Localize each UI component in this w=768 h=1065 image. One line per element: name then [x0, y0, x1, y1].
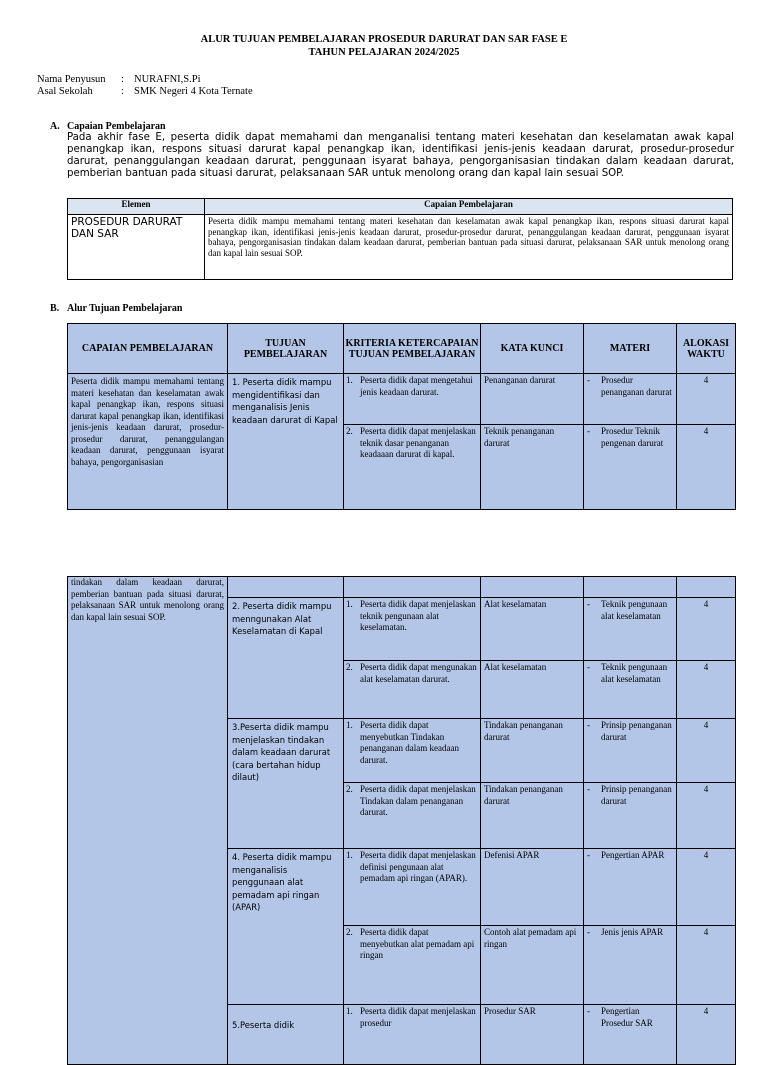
- capaian-table-row: [68, 215, 733, 280]
- kriteria-number: 2.: [346, 927, 353, 937]
- alokasi-cell: 4: [677, 926, 736, 1005]
- kriteria-cell: [344, 1005, 481, 1065]
- penyusun-value: NURAFNI,S.Pi: [134, 74, 201, 85]
- alokasi-cell: 4: [677, 661, 736, 719]
- materi-text: Prosedur Teknik pengenan darurat: [601, 426, 664, 448]
- kriteria-text: Peserta didik dapat mengunakan alat keselamatan darurat.: [360, 662, 477, 684]
- materi-cell: [584, 374, 677, 425]
- kriteria-cell: [344, 783, 481, 849]
- kriteria-text: Peserta didik dapat menjelaskan teknik pengunaan alat keselamatan.: [360, 599, 476, 632]
- materi-cell: [584, 783, 677, 849]
- kriteria-text: Peserta didik dapat menjelaskan Tindakan dalam penanganan darurat.: [360, 784, 476, 817]
- alokasi-cell: 4: [677, 374, 736, 425]
- tujuan-cell: 4. Peserta didik mampu menganalisis penggunaan alat pemadam api ringan (APAR): [228, 849, 344, 1005]
- empty-cell: [228, 577, 344, 598]
- header-kriteria: KRITERIA KETERCAPAIAN TUJUAN PEMBELAJARAN: [344, 324, 481, 374]
- kriteria-text: Peserta didik dapat mengetahui jenis keadaan darurat.: [360, 375, 473, 397]
- materi-dash: -: [587, 1006, 590, 1016]
- header-alokasi: ALOKASI WAKTU: [677, 324, 736, 374]
- elemen-cell: PROSEDUR DARURAT DAN SAR: [68, 215, 205, 280]
- materi-cell: [584, 1005, 677, 1065]
- header-capaian: CAPAIAN PEMBELAJARAN: [68, 324, 228, 374]
- kriteria-number: 2.: [346, 662, 353, 672]
- title-line-2: TAHUN PELAJARAN 2024/2025: [308, 47, 460, 58]
- kriteria-number: 1.: [346, 850, 353, 860]
- kriteria-number: 1.: [346, 599, 353, 609]
- materi-dash: -: [587, 375, 590, 385]
- kriteria-number: 1.: [346, 720, 353, 730]
- empty-cell: [481, 577, 584, 598]
- materi-text: Teknik pengunaan alat keselamatan: [601, 599, 668, 621]
- kata-kunci-cell: Penanganan darurat: [481, 374, 584, 425]
- kata-kunci-cell: Defenisi APAR: [481, 849, 584, 926]
- kriteria-text: Peserta didik dapat menyebutkan Tindakan penanganan dalam keadaan darurat.: [360, 720, 459, 765]
- materi-cell: [584, 661, 677, 719]
- alokasi-cell: 4: [677, 849, 736, 926]
- kriteria-cell: [344, 425, 481, 510]
- tujuan-cell: 1. Peserta didik mampu mengidentifikasi dan menganalisis Jenis keadaan darurat di Kapal: [228, 374, 344, 510]
- materi-text: Prinsip penanganan darurat: [601, 784, 672, 806]
- empty-cell: [584, 577, 677, 598]
- capaian-table: [67, 198, 733, 280]
- section-a-heading: Capaian Pembelajaran: [67, 121, 166, 132]
- alokasi-cell: 4: [677, 598, 736, 661]
- tujuan-cell: 2. Peserta didik mampu menngunakan Alat Keselamatan di Kapal: [228, 598, 344, 719]
- table-row: [68, 577, 736, 598]
- empty-cell: [677, 577, 736, 598]
- materi-dash: -: [587, 426, 590, 436]
- materi-text: Teknik pengunaan alat keselamatan: [601, 662, 668, 684]
- alokasi-cell: 4: [677, 425, 736, 510]
- kriteria-text: Peserta didik dapat menjelaskan definisi pengunaan alat pemadam api ringan (APAR).: [360, 850, 476, 883]
- kriteria-cell: [344, 598, 481, 661]
- col-capaian: Capaian Pembelajaran: [205, 199, 733, 215]
- materi-text: Pengertian Prosedur SAR: [601, 1006, 653, 1028]
- meta-sekolah: [37, 86, 253, 98]
- sekolah-sep: :: [121, 86, 124, 97]
- alokasi-cell: 4: [677, 719, 736, 783]
- section-a-marker: A.: [50, 121, 60, 132]
- materi-dash: -: [587, 599, 590, 609]
- materi-cell: [584, 425, 677, 510]
- materi-text: Pengertian APAR: [601, 850, 665, 860]
- materi-cell: [584, 719, 677, 783]
- penyusun-sep: :: [121, 74, 124, 85]
- kriteria-number: 2.: [346, 784, 353, 794]
- tujuan-cell: 5.Peserta didik: [228, 1005, 344, 1065]
- meta-penyusun: [37, 74, 201, 86]
- header-materi: MATERI: [584, 324, 677, 374]
- alokasi-cell: 4: [677, 1005, 736, 1065]
- kata-kunci-cell: Tindakan penanganan darurat: [481, 719, 584, 783]
- sekolah-value: SMK Negeri 4 Kota Ternate: [134, 86, 253, 97]
- materi-cell: [584, 598, 677, 661]
- capaian-cell: Peserta didik mampu memahami tentang materi kesehatan dan keselamatan awak kapal penangkap ikan, respons situasi darurat kapal penangkap ikan, identifikasi jenis-jenis keadaan darurat, prosedur-prosedur darurat, penanggulangan keadaan darurat, penggunaan isyarat bahaya, pengorganisasian tindakan dalam keadaan darurat, pemberian bantuan pada situasi darurat, pelaksanaan SAR untuk menolong orang dan kapal lain sesuai SOP.: [205, 215, 733, 280]
- materi-text: Prosedur penanganan darurat: [601, 375, 672, 397]
- sekolah-label: Asal Sekolah: [37, 86, 93, 97]
- section-b-marker: B.: [50, 303, 60, 314]
- kriteria-cell: [344, 661, 481, 719]
- kriteria-number: 2.: [346, 426, 353, 436]
- section-a-paragraph: Pada akhir fase E, peserta didik dapat memahami dan menganalisi tentang materi kesehatan dan keselamatan awak kapal penangkap ikan, respons situasi darurat kapal penangkap ikan, identifikasi jenis-jenis keadaan darurat, prosedur-prosedur darurat, penanggulangan keadaan darurat, penggunaan isyarat bahaya, pengorganisasian tindakan dalam keadaan darurat, pemberian bantuan pada situasi darurat, pelaksanaan SAR untuk menolong orang dan kapal lain sesuai SOP.: [67, 132, 734, 179]
- kata-kunci-cell: Teknik penanganan darurat: [481, 425, 584, 510]
- alokasi-cell: 4: [677, 783, 736, 849]
- kriteria-cell: [344, 374, 481, 425]
- kata-kunci-cell: Tindakan penanganan darurat: [481, 783, 584, 849]
- atp-table-page1: [67, 323, 736, 510]
- materi-cell: [584, 849, 677, 926]
- capaian-cell: Peserta didik mampu memahami tentang materi kesehatan dan keselamatan awak kapal penangkap ikan, respons situasi darurat kapal penangkap ikan, identifikasi jenis-jenis keadaan darurat, prosedur-prosedur darurat, penanggulangan keadaan darurat, penggunaan isyarat bahaya, pengorganisasian: [68, 374, 228, 510]
- kriteria-cell: [344, 926, 481, 1005]
- col-elemen: Elemen: [68, 199, 205, 215]
- kriteria-number: 1.: [346, 1006, 353, 1016]
- section-b-heading: Alur Tujuan Pembelajaran: [67, 303, 183, 314]
- kata-kunci-cell: Contoh alat pemadam api ringan: [481, 926, 584, 1005]
- document-title: [0, 33, 768, 59]
- title-line-1: ALUR TUJUAN PEMBELAJARAN PROSEDUR DARURAT DAN SAR FASE E: [200, 34, 568, 45]
- materi-dash: -: [587, 927, 590, 937]
- table-row: [68, 374, 736, 425]
- penyusun-label: Nama Penyusun: [37, 74, 106, 85]
- materi-text: Jenis jenis APAR: [601, 927, 664, 937]
- capaian-table-header: [68, 199, 733, 215]
- materi-dash: -: [587, 850, 590, 860]
- kriteria-text: Peserta didik dapat menjelaskan prosedur: [360, 1006, 476, 1028]
- materi-text: Prinsip penanganan darurat: [601, 720, 672, 742]
- kata-kunci-cell: Prosedur SAR: [481, 1005, 584, 1065]
- materi-dash: -: [587, 784, 590, 794]
- kriteria-number: 1.: [346, 375, 353, 385]
- kriteria-cell: [344, 719, 481, 783]
- tujuan-cell: 3.Peserta didik mampu menjelaskan tindakan dalam keadaan darurat (cara bertahan hidup dilaut): [228, 719, 344, 849]
- header-tujuan: TUJUAN PEMBELAJARAN: [228, 324, 344, 374]
- kriteria-text: Peserta didik dapat menyebutkan alat pemadam api ringan: [360, 927, 475, 960]
- kata-kunci-cell: Alat keselamatan: [481, 661, 584, 719]
- materi-dash: -: [587, 720, 590, 730]
- materi-cell: [584, 926, 677, 1005]
- kriteria-text: Peserta didik dapat menjelaskan teknik dasar penanganan keadaaan darurat di kapal.: [360, 426, 476, 459]
- atp-table-page2: [67, 576, 736, 1065]
- materi-dash: -: [587, 662, 590, 672]
- kata-kunci-cell: Alat keselamatan: [481, 598, 584, 661]
- kriteria-cell: [344, 849, 481, 926]
- empty-cell: [344, 577, 481, 598]
- atp-header-row: [68, 324, 736, 374]
- header-kata-kunci: KATA KUNCI: [481, 324, 584, 374]
- capaian-cell-continued: tindakan dalam keadaan darurat, pemberian bantuan pada situasi darurat, pelaksanaan SAR untuk menolong orang dan kapal lain sesuai SOP.: [68, 577, 228, 1065]
